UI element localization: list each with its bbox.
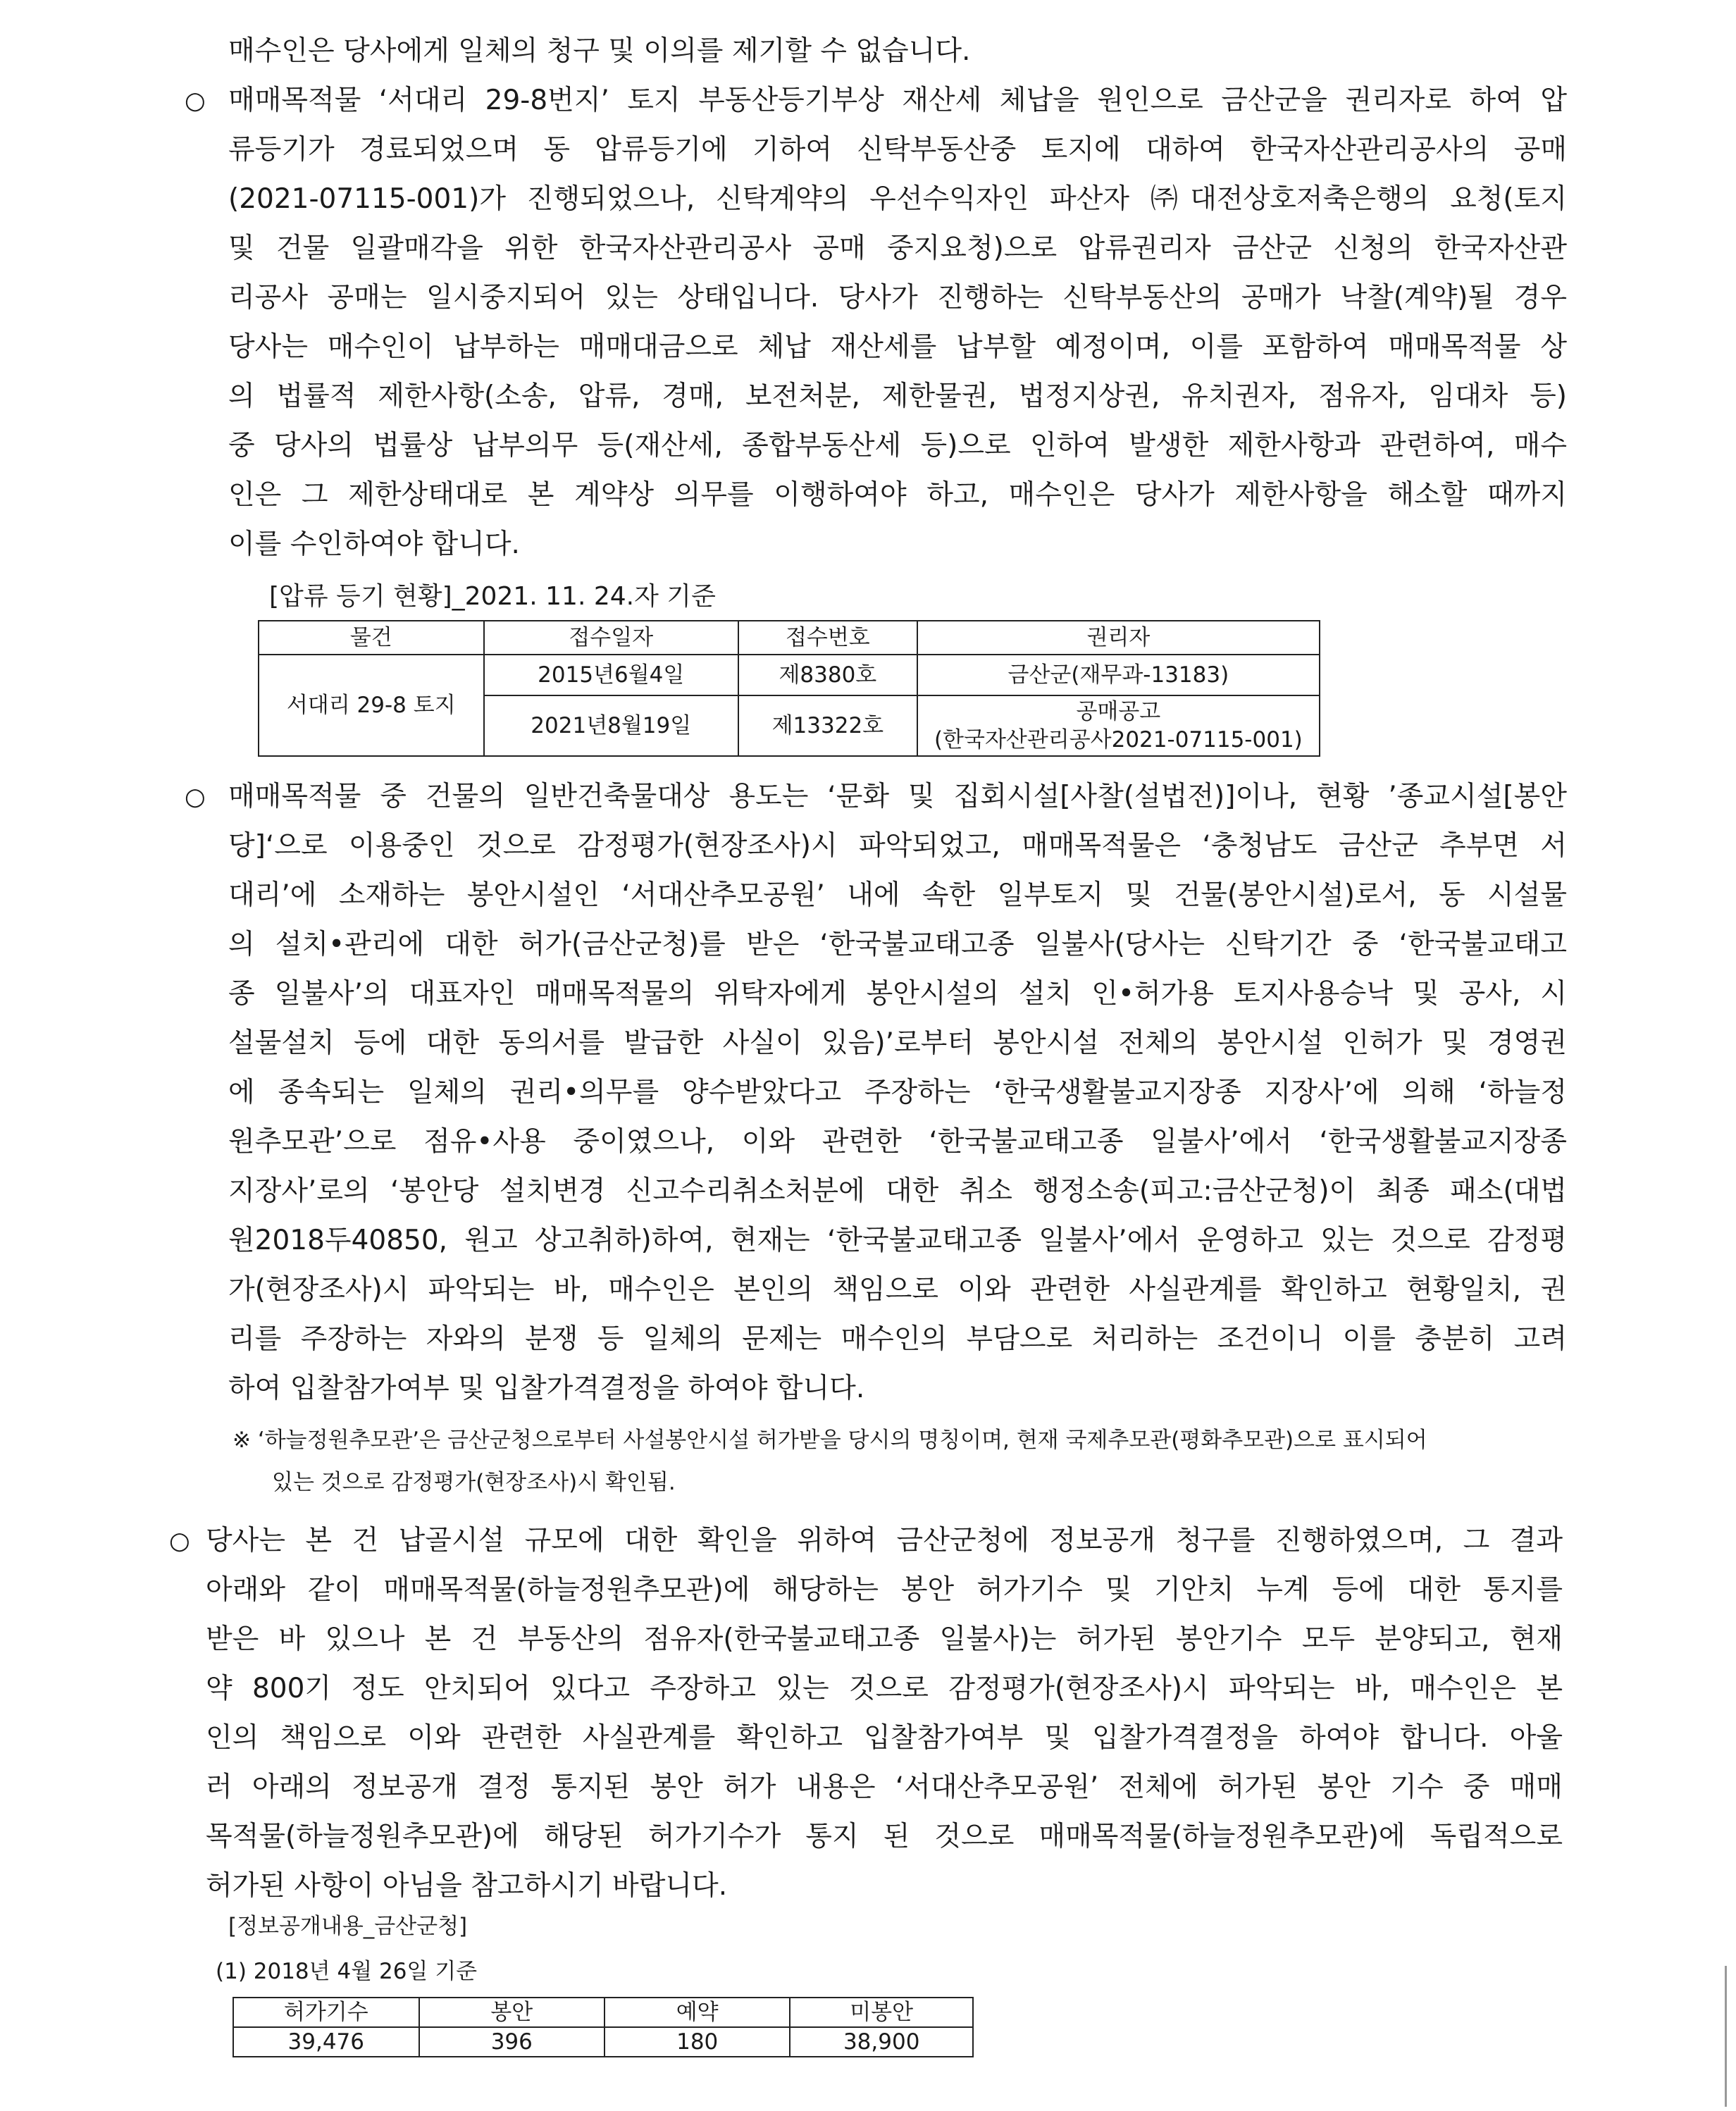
- table-cell-item: 서대리 29-8 토지: [259, 655, 484, 756]
- table-row: [259, 655, 1320, 695]
- table-cell-value: 396: [419, 2027, 604, 2057]
- text-line: 원2018두40850, 원고 상고취하)하여, 현재는 ‘한국불교태고종 일불사’에서 운영하고 있는 것으로 감정평: [228, 1225, 1567, 1256]
- table-cell-value: 39,476: [233, 2027, 419, 2057]
- text-line: 이를 수인하여야 합니다.: [228, 528, 520, 560]
- table-header-cell: 봉안: [419, 1998, 604, 2027]
- paragraph-seizure-registration: [228, 76, 1567, 569]
- text-line: 약 800기 정도 안치되어 있다고 주장하고 있는 것으로 감정평가(현장조사)시 파악되는 바, 매수인은 본: [206, 1673, 1563, 1704]
- table-header-cell: 미봉안: [790, 1998, 973, 2027]
- info-table-caption: [정보공개내용_금산군청]: [228, 1914, 468, 1939]
- text-line: 의 설치•관리에 대한 허가(금산군청)를 받은 ‘한국불교태고종 일불사(당사는 신탁기간 중 ‘한국불교태고: [228, 929, 1567, 960]
- table-cell-holder: [917, 695, 1320, 756]
- text-line: 지장사’로의 ‘봉안당 설치변경 신고수리취소처분에 대한 취소 행정소송(피고:금산군청)이 최종 패소(대법: [228, 1175, 1567, 1207]
- table-header-row: [259, 621, 1320, 655]
- footnote-line: 있는 것으로 감정평가(현장조사)시 확인됨.: [272, 1470, 676, 1495]
- table-header-row: [233, 1998, 973, 2027]
- text-line: 가(현장조사)시 파악되는 바, 매수인은 본인의 책임으로 이와 관련한 사실관계를 확인하고 현황일치, 권: [228, 1274, 1567, 1306]
- text-line: 매매목적물 중 건물의 일반건축물대상 용도는 ‘문화 및 집회시설[사찰(설법전)]이나, 현황 ’종교시설[봉안: [228, 781, 1567, 812]
- text-line: 에 종속되는 일체의 권리•의무를 양수받았다고 주장하는 ‘한국생활불교지장종 지장사’에 의해 ‘하늘정: [228, 1077, 1567, 1108]
- text-line: 의 법률적 제한사항(소송, 압류, 경매, 보전처분, 제한물권, 법정지상권, 유치권자, 점유자, 임대차 등): [228, 380, 1567, 412]
- table-cell-holder: 금산군(재무과-13183): [917, 655, 1320, 695]
- table-header-cell: 물건: [259, 621, 484, 655]
- table-cell-date: 2021년8월19일: [484, 695, 738, 756]
- info-table: [232, 1997, 974, 2057]
- text-line: 당사는 본 건 납골시설 규모에 대한 확인을 위하여 금산군청에 정보공개 청구를 진행하였으며, 그 결과: [206, 1525, 1563, 1556]
- text-line: 하여 입찰참가여부 및 입찰가격결정을 하여야 합니다.: [228, 1373, 865, 1404]
- table-cell-date: 2015년6월4일: [484, 655, 738, 695]
- seizure-table: [258, 620, 1320, 757]
- text-line: 당]‘으로 이용중인 것으로 감정평가(현장조사)시 파악되었고, 매매목적물은 ‘충청남도 금산군 추부면 서: [228, 830, 1567, 862]
- text-line: 원추모관’으로 점유•사용 중이였으나, 이와 관련한 ‘한국불교태고종 일불사’에서 ‘한국생활불교지장종: [228, 1126, 1567, 1158]
- text-line: 설물설치 등에 대한 동의서를 발급한 사실이 있음)’로부터 봉안시설 전체의 봉안시설 인허가 및 경영권: [228, 1027, 1567, 1059]
- text-line: 인의 책임으로 이와 관련한 사실관계를 확인하고 입찰참가여부 및 입찰가격결정을 하여야 합니다. 아울: [206, 1722, 1563, 1754]
- seizure-table-caption: [압류 등기 현황]_2021. 11. 24.자 기준: [269, 582, 716, 611]
- table-row: [233, 2027, 973, 2057]
- text-line: 및 건물 일괄매각을 위한 한국자산관리공사 공매 중지요청)으로 압류권리자 금산군 신청의 한국자산관: [228, 233, 1567, 264]
- text-line: 류등기가 경료되었으며 동 압류등기에 기하여 신탁부동산중 토지에 대하여 한국자산관리공사의 공매: [228, 134, 1567, 166]
- paragraph-info-disclosure: [206, 1516, 1563, 1911]
- text-line: 종 일불사’의 대표자인 매매목적물의 위탁자에게 봉안시설의 설치 인•허가용 토지사용승낙 및 공사, 시: [228, 978, 1567, 1010]
- text-line: 받은 바 있으나 본 건 부동산의 점유자(한국불교태고종 일불사)는 허가된 봉안기수 모두 분양되고, 현재: [206, 1623, 1563, 1655]
- bullet-circle-icon: ○: [185, 87, 206, 115]
- text-line: 리공사 공매는 일시중지되어 있는 상태입니다. 당사가 진행하는 신탁부동산의 공매가 낙찰(계약)될 경우: [228, 282, 1567, 314]
- table-header-cell: 예약: [604, 1998, 790, 2027]
- holder-line: 공매공고: [1076, 699, 1161, 724]
- table-header-cell: 접수일자: [484, 621, 738, 655]
- text-line: 리를 주장하는 자와의 분쟁 등 일체의 문제는 매수인의 부담으로 처리하는 조건이니 이를 충분히 고려: [228, 1323, 1567, 1355]
- table-cell-value: 180: [604, 2027, 790, 2057]
- footnote-line: ※ ‘하늘정원추모관’은 금산군청으로부터 사설봉안시설 허가받을 당시의 명칭이며, 현재 국제추모관(평화추모관)으로 표시되어: [232, 1428, 1427, 1453]
- text-line: 당사는 매수인이 납부하는 매매대금으로 체납 재산세를 납부할 예정이며, 이를 포함하여 매매목적물 상: [228, 331, 1567, 363]
- info-table-subcaption: (1) 2018년 4월 26일 기준: [216, 1959, 478, 1984]
- text-line: 매수인은 당사에게 일체의 청구 및 이의를 제기할 수 없습니다.: [228, 35, 971, 67]
- paragraph-building-use: [228, 772, 1567, 1413]
- text-line: 매매목적물 ‘서대리 29-8번지’ 토지 부동산등기부상 재산세 체납을 원인으로 금산군을 권리자로 하여 압: [228, 85, 1567, 116]
- text-line: 목적물(하늘정원추모관)에 해당된 허가기수가 통지 된 것으로 매매목적물(하늘정원추모관)에 독립적으로: [206, 1821, 1563, 1852]
- text-line: 인은 그 제한상태대로 본 계약상 의무를 이행하여야 하고, 매수인은 당사가 제한사항을 해소할 때까지: [228, 479, 1567, 511]
- table-header-cell: 권리자: [917, 621, 1320, 655]
- text-line: 아래와 같이 매매목적물(하늘정원추모관)에 해당하는 봉안 허가기수 및 기안치 누계 등에 대한 통지를: [206, 1574, 1563, 1606]
- paragraph-continuation: [228, 27, 1567, 76]
- text-line: (2021-07115-001)가 진행되었으나, 신탁계약의 우선수익자인 파산자 ㈜대전상호저축은행의 요청(토지: [228, 183, 1567, 215]
- table-cell-number: 제8380호: [738, 655, 917, 695]
- bullet-circle-icon: ○: [169, 1527, 190, 1555]
- table-cell-value: 38,900: [790, 2027, 973, 2057]
- table-cell-number: 제13322호: [738, 695, 917, 756]
- bullet-circle-icon: ○: [185, 783, 206, 811]
- holder-line: (한국자산관리공사2021-07115-001): [934, 727, 1303, 753]
- text-line: 중 당사의 법률상 납부의무 등(재산세, 종합부동산세 등)으로 인하여 발생한 제한사항과 관련하여, 매수: [228, 430, 1567, 462]
- text-line: 허가된 사항이 아님을 참고하시기 바랍니다.: [206, 1870, 728, 1902]
- text-line: 러 아래의 정보공개 결정 통지된 봉안 허가 내용은 ‘서대산추모공원’ 전체에 허가된 봉안 기수 중 매매: [206, 1771, 1563, 1803]
- table-header-cell: 허가기수: [233, 1998, 419, 2027]
- table-header-cell: 접수번호: [738, 621, 917, 655]
- text-line: 대리’에 소재하는 봉안시설인 ‘서대산추모공원’ 내에 속한 일부토지 및 건물(봉안시설)로서, 동 시설물: [228, 879, 1567, 911]
- scan-edge-divider: [1725, 1966, 1727, 2107]
